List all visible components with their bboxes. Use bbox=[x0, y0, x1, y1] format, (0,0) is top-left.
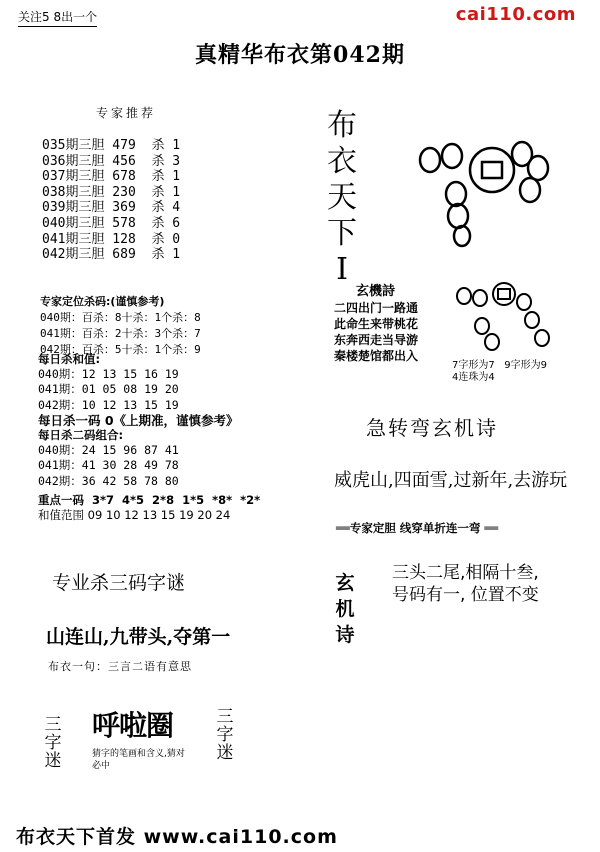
page-title: 真精华布衣第042期 bbox=[195, 42, 405, 68]
position-kill-block bbox=[40, 294, 201, 358]
riddle-box bbox=[40, 700, 240, 792]
two-code-row: 041期：41 30 28 49 78 bbox=[38, 458, 179, 473]
expert-row: 041期三胆 128 杀 0 bbox=[42, 231, 181, 247]
sum-row: 040期：12 13 15 16 19 bbox=[38, 367, 179, 382]
expert-row: 036期三胆 456 杀 3 bbox=[42, 153, 181, 169]
daily-block bbox=[38, 352, 260, 523]
riddle-main: 呼啦圈 bbox=[92, 709, 174, 742]
expert-row: 037期三胆 678 杀 1 bbox=[42, 169, 181, 185]
poem-heading: 玄機詩 bbox=[356, 284, 396, 299]
footer-text[interactable]: 布衣天下首发 www.cai110.com bbox=[16, 826, 338, 848]
sum-row: 041期：01 05 08 19 20 bbox=[38, 382, 179, 397]
top-left-note: 关注5 8出一个 bbox=[18, 8, 97, 27]
position-kill-heading: 专家定位杀码:(谨慎参考) bbox=[40, 295, 165, 308]
poem-line: 东奔西走当导游 bbox=[334, 333, 419, 347]
poem-line: 此命生来带桃花 bbox=[334, 317, 419, 331]
riddle-hint: 猜字的笔画和含义,猜对必中 bbox=[92, 749, 185, 771]
two-code-row: 042期：36 42 58 78 80 bbox=[38, 473, 179, 488]
poem-line: 二四出门一路通 bbox=[334, 301, 419, 315]
expert-row: 040期三胆 578 杀 6 bbox=[42, 215, 181, 231]
xuanji-vertical-label: 玄机诗 bbox=[335, 572, 355, 646]
riddle-right-label: 三字迷 bbox=[216, 707, 234, 763]
key-code-line: 重点一码 3*7 4*5 2*8 1*5 *8* *2* bbox=[38, 492, 261, 507]
position-kill-row: 042期：百杀：5十杀：1个杀：9 bbox=[40, 343, 201, 356]
poem-line: 秦楼楚馆都出入 bbox=[334, 349, 419, 363]
poem-lines bbox=[334, 300, 418, 364]
shape-note: 7字形为7 9字形为9 4连珠为4 bbox=[452, 360, 547, 383]
expert-gall-line: ══专家定胆 线穿单折连一弯 ══ bbox=[336, 521, 499, 535]
position-kill-row: 040期：百杀：8十杀：1个杀：8 bbox=[40, 311, 201, 324]
quick-riddle-line: 威虎山,四面雪,过新年,去游玩 bbox=[334, 470, 568, 491]
two-code-row: 040期：24 15 96 87 41 bbox=[38, 443, 179, 458]
gall-poem-line: 号码有一, 位置不变 bbox=[392, 585, 539, 605]
two-code-heading: 每日杀二码组合: bbox=[38, 428, 124, 443]
riddle-left-label: 三字迷 bbox=[44, 715, 62, 771]
expert-row: 038期三胆 230 杀 1 bbox=[42, 184, 181, 200]
riddle-line: 山连山,九带头,夺第一 bbox=[46, 626, 231, 648]
coins-seven-icon bbox=[400, 130, 560, 250]
expert-row: 039期三胆 369 杀 4 bbox=[42, 200, 181, 216]
gall-poem-line: 三头二尾,相隔十叁, bbox=[392, 563, 539, 583]
sum-heading: 每日杀和值: bbox=[38, 352, 101, 366]
one-code-line: 每日杀一码 0《上期准，谨慎参考》 bbox=[38, 412, 239, 428]
expert-row: 035期三胆 479 杀 1 bbox=[42, 138, 181, 153]
expert-list bbox=[42, 138, 180, 263]
gall-poem bbox=[392, 562, 539, 606]
sum-row: 042期：10 12 13 15 19 bbox=[38, 397, 179, 412]
expert-row: 042期三胆 689 杀 1 bbox=[42, 247, 181, 263]
position-kill-row: 041期：百杀：2十杀：3个杀：7 bbox=[40, 327, 201, 340]
riddle-note: 布衣一句：三言二语有意思 bbox=[48, 660, 192, 673]
coins-shape-icon bbox=[452, 276, 562, 358]
riddle-section-title: 专业杀三码字谜 bbox=[52, 572, 186, 594]
sum-range-line: 和值范围 09 10 12 13 15 19 20 24 bbox=[38, 508, 231, 523]
site-logo[interactable]: cai110.com bbox=[455, 4, 576, 25]
expert-heading: 专家推荐 bbox=[96, 106, 157, 120]
quick-riddle-title: 急转弯玄机诗 bbox=[366, 416, 498, 440]
brand-vertical: 布衣天下I bbox=[327, 108, 357, 287]
